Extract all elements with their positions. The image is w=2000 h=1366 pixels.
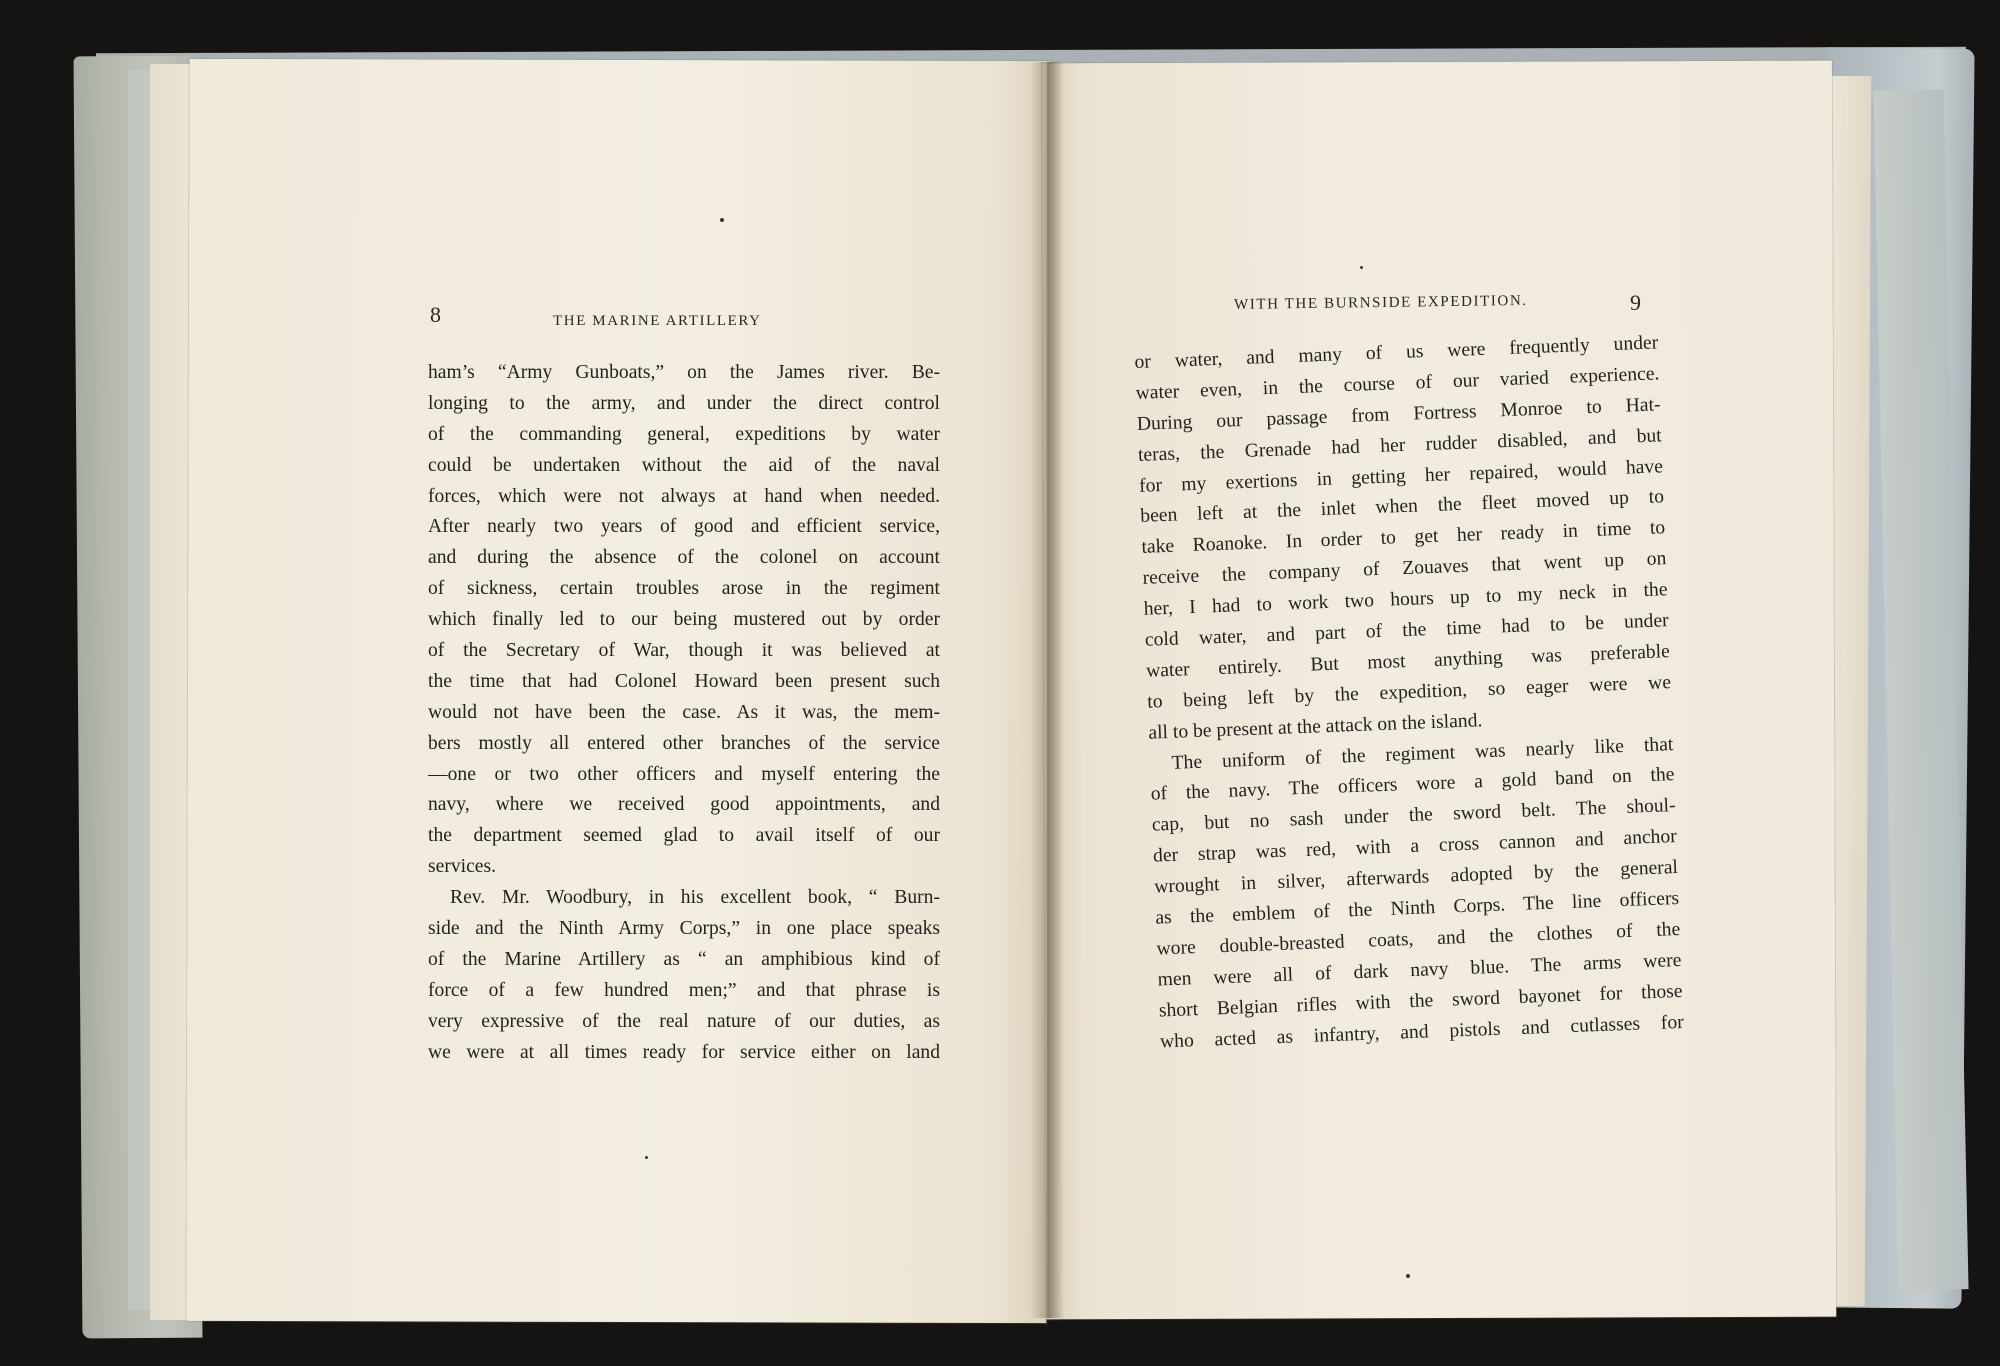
text-line: The uniform of the regiment was nearly like that [1171, 733, 1674, 774]
text-line: water entirely. But most anything was preferable [1145, 641, 1671, 682]
text-line: der strap was red, with a cross cannon and anchor [1152, 826, 1678, 867]
text-line: for my exertions in getting her repaired, would have [1138, 455, 1664, 497]
text-line: longing to the army, and under the direct control [428, 392, 940, 414]
text-line: the time that had Colonel Howard been present such [428, 670, 940, 692]
text-line: of the Marine Artillery as “ an amphibious kind of [428, 948, 940, 970]
text-line: navy, where we received good appointments, and [428, 794, 940, 816]
text-line: bers mostly all entered other branches of the service [428, 732, 940, 754]
text-line: of the Secretary of War, though it was believed at [428, 640, 940, 662]
text-line: After nearly two years of good and efficient service, [428, 516, 940, 538]
text-line: Rev. Mr. Woodbury, in his excellent book, “ Burn- [450, 887, 940, 909]
text-line: take Roanoke. In order to get her ready in time to [1141, 517, 1666, 559]
text-line: wore double-breasted coats, and the clothes of the [1156, 918, 1681, 960]
text-line: forces, which were not always at hand when needed. [428, 485, 940, 507]
text-line: would not have been the case. As it was, the mem- [428, 701, 940, 723]
left-running-head: THE MARINE ARTILLERY [553, 313, 762, 329]
paper-speck [1360, 266, 1363, 269]
text-line: or water, and many of us were frequently under [1134, 332, 1659, 373]
text-line: —one or two other officers and myself entering the [428, 763, 940, 785]
text-line: side and the Ninth Army Corps,” in one place speaks [428, 918, 940, 940]
paper-speck [720, 218, 724, 222]
right-running-head: WITH THE BURNSIDE EXPEDITION. [1234, 292, 1528, 313]
text-line: During our passage from Fortress Monroe to Hat- [1136, 394, 1661, 435]
text-line: men were all of dark navy blue. The arms were [1157, 949, 1682, 991]
right-page-number: 9 [1630, 290, 1641, 315]
text-line: of sickness, certain troubles arose in the regiment [428, 578, 940, 600]
text-line: the department seemed glad to avail itself of our [428, 825, 940, 847]
text-line: teras, the Grenade had her rudder disabled, and but [1137, 424, 1663, 466]
text-line: we were at all times ready for service either on land [428, 1041, 940, 1063]
book-gutter [1030, 62, 1064, 1318]
text-line: short Belgian rifles with the sword bayonet for those [1158, 980, 1683, 1022]
text-line: as the emblem of the Ninth Corps. The line officers [1155, 887, 1680, 929]
text-line: wrought in silver, afterwards adopted by the general [1153, 857, 1679, 898]
paper-speck [1406, 1274, 1410, 1278]
left-page-body [428, 358, 940, 1068]
paper-speck [645, 1156, 648, 1159]
text-line: could be undertaken without the aid of the naval [428, 454, 940, 476]
text-line: all to be present at the attack on the island. [1148, 709, 1483, 744]
right-page-body [1134, 328, 1684, 1058]
text-line: her, I had to work two hours up to my neck in the [1143, 579, 1668, 620]
text-line: which finally led to our being mustered out by order [428, 609, 940, 631]
text-line: of the commanding general, expeditions by water [428, 423, 940, 445]
text-line: to being left by the expedition, so eager were we [1146, 671, 1672, 713]
text-line: receive the company of Zouaves that went up on [1142, 548, 1667, 590]
text-line: water even, in the course of our varied experience. [1135, 363, 1660, 404]
text-line: services. [428, 856, 497, 878]
text-line: force of a few hundred men;” and that phrase is [428, 979, 940, 1001]
left-page-number: 8 [430, 302, 441, 327]
text-line: cap, but no sash under the sword belt. The shoul- [1151, 795, 1676, 837]
text-line: very expressive of the real nature of our duties, as [428, 1010, 940, 1032]
text-line: and during the absence of the colonel on account [428, 547, 940, 569]
text-line: of the navy. The officers wore a gold band on the [1150, 764, 1675, 806]
text-line: ham’s “Army Gunboats,” on the James river. Be- [428, 362, 940, 383]
text-line: been left at the inlet when the fleet moved up to [1139, 486, 1665, 528]
text-line: cold water, and part of the time had to be under [1144, 610, 1669, 651]
text-line: who acted as infantry, and pistols and cutlasses for [1159, 1011, 1685, 1053]
